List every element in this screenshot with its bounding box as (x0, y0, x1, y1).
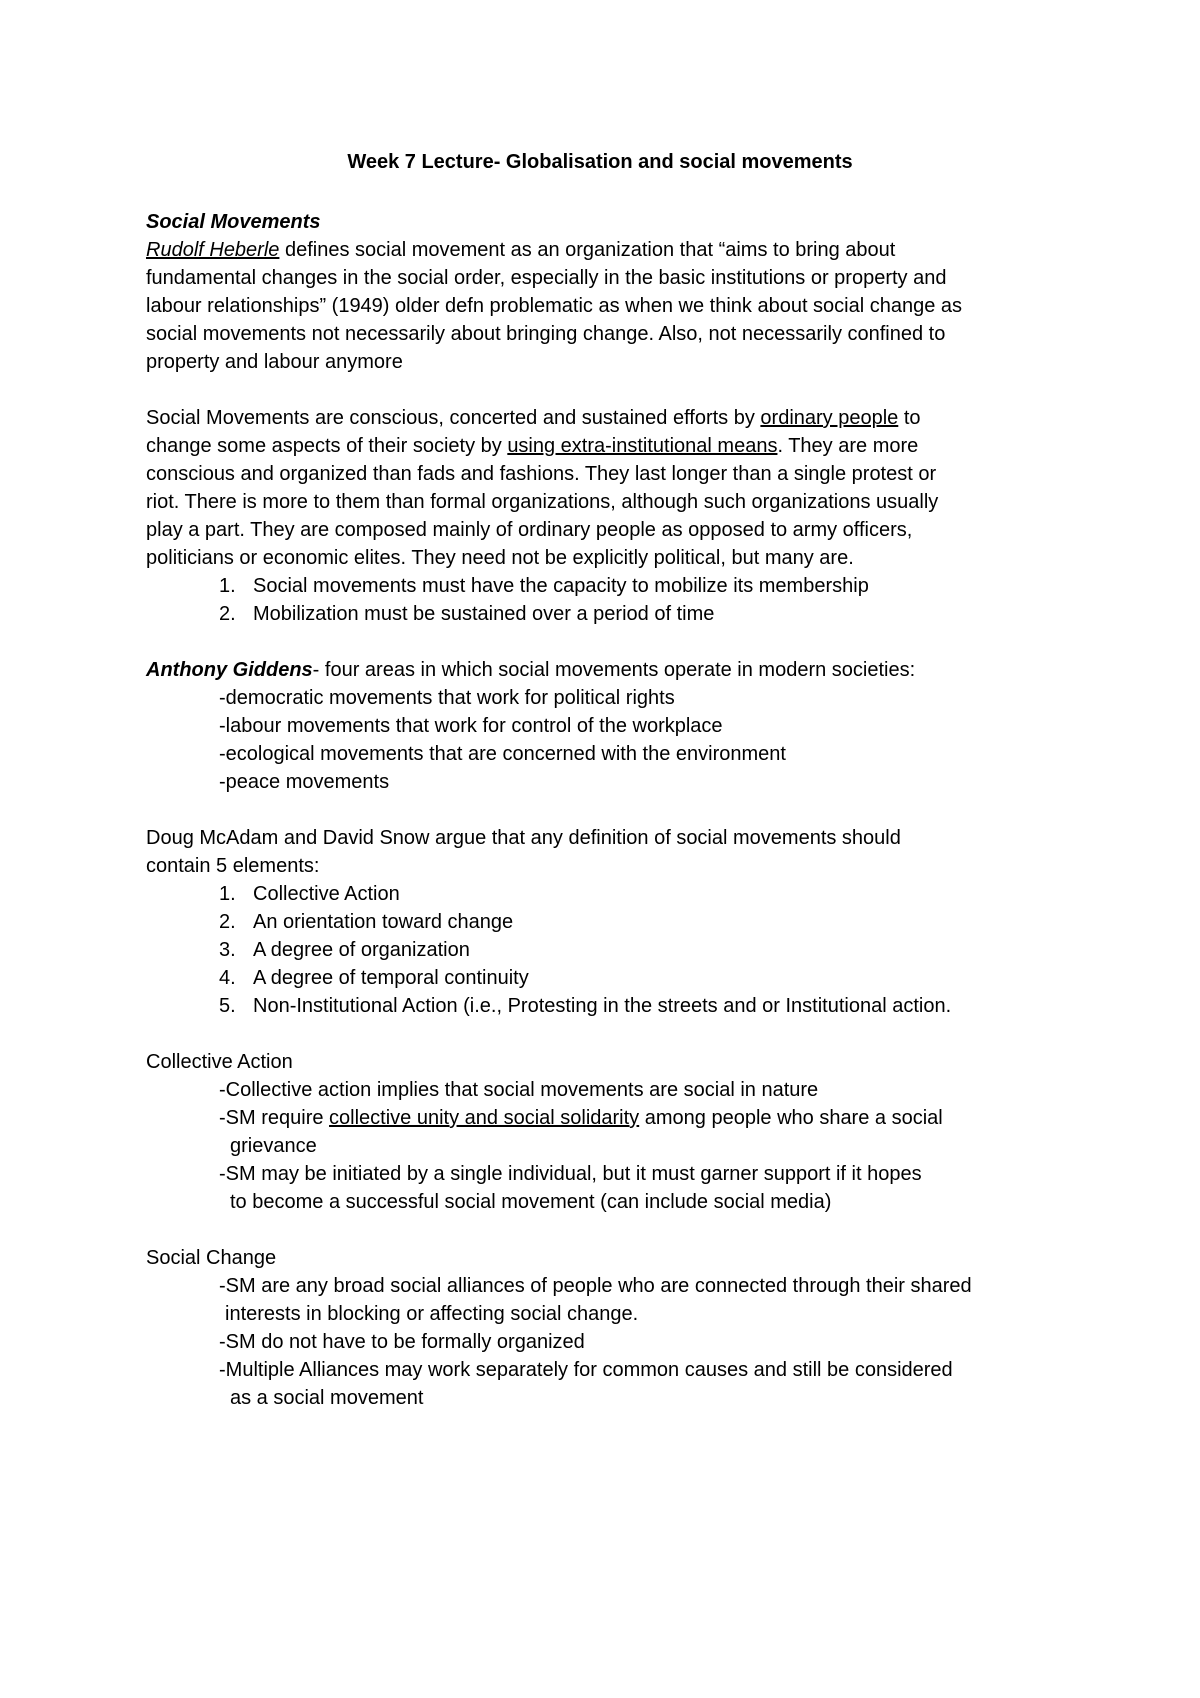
numbered-item (219, 908, 513, 936)
bullet-item (219, 1104, 943, 1132)
list-text: Mobilization must be sustained over a period of time (253, 603, 715, 625)
bullet-continuation: to become a successful social movement (can include social media) (230, 1191, 832, 1213)
list-number: 2. (219, 911, 236, 933)
text-span: change some aspects of their society by (146, 435, 508, 457)
list-text: Collective Action (253, 883, 400, 905)
list-number: 4. (219, 967, 236, 989)
section-heading-social-change: Social Change (146, 1247, 277, 1269)
page-title: Week 7 Lecture- Globalisation and social movements (347, 151, 853, 173)
bullet-item: -SM do not have to be formally organized (219, 1331, 585, 1353)
underlined-text: ordinary people (760, 407, 899, 429)
mcadam-snow-line-2: contain 5 elements: (146, 855, 320, 877)
bullet-item: -SM may be initiated by a single individual, but it must garner support if it hopes (219, 1163, 922, 1185)
numbered-item (219, 992, 951, 1020)
heberle-definition-line-5: property and labour anymore (146, 351, 403, 373)
heberle-definition-line-1 (146, 236, 895, 264)
heberle-definition-line-3: labour relationships” (1949) older defn problematic as when we think about social change as (146, 295, 963, 317)
bullet-continuation: interests in blocking or affecting social change. (225, 1303, 639, 1325)
list-text: Social movements must have the capacity to mobilize its membership (253, 575, 869, 597)
numbered-item (219, 936, 470, 964)
bullet-item: -SM are any broad social alliances of people who are connected through their shared (219, 1275, 972, 1297)
text-span: . They are more (777, 435, 919, 457)
text-span: to (898, 407, 921, 429)
underlined-text: collective unity and social solidarity (329, 1107, 640, 1129)
list-number: 5. (219, 995, 236, 1017)
bullet-item: -labour movements that work for control of the workplace (219, 715, 723, 737)
numbered-item (219, 964, 529, 992)
numbered-item (219, 572, 869, 600)
paragraph-line: play a part. They are composed mainly of ordinary people as opposed to army officers, (146, 519, 913, 541)
section-heading-collective-action: Collective Action (146, 1051, 293, 1073)
list-text: A degree of organization (253, 939, 470, 961)
text-span: - four areas in which social movements operate in modern societies: (312, 659, 916, 681)
text-span: Social Movements are conscious, concerted and sustained efforts by (146, 407, 761, 429)
list-number: 3. (219, 939, 236, 961)
bullet-item: -peace movements (219, 771, 390, 793)
list-text: Non-Institutional Action (i.e., Protesting in the streets and or Institutional action. (253, 995, 952, 1017)
bullet-continuation: as a social movement (230, 1387, 424, 1409)
bullet-item: -Collective action implies that social movements are social in nature (219, 1079, 819, 1101)
list-number: 1. (219, 575, 236, 597)
paragraph-line (146, 432, 918, 460)
list-number: 1. (219, 883, 236, 905)
paragraph-line: politicians or economic elites. They need not be explicitly political, but many are. (146, 547, 854, 569)
list-text: A degree of temporal continuity (253, 967, 529, 989)
paragraph-line (146, 404, 921, 432)
mcadam-snow-line-1: Doug McAdam and David Snow argue that any definition of social movements should (146, 827, 901, 849)
bullet-item: -democratic movements that work for political rights (219, 687, 675, 709)
paragraph-line: conscious and organized than fads and fashions. They last longer than a single protest or (146, 463, 937, 485)
text-span: among people who share a social (639, 1107, 943, 1129)
giddens-intro (146, 656, 915, 684)
author-heberle: Rudolf Heberle (146, 239, 280, 261)
underlined-text: using extra-institutional means (507, 435, 778, 457)
numbered-item (219, 600, 714, 628)
text-span: defines social movement as an organization that “aims to bring about (279, 239, 896, 261)
author-giddens: Anthony Giddens (146, 659, 313, 681)
list-number: 2. (219, 603, 236, 625)
heberle-definition-line-4: social movements not necessarily about bringing change. Also, not necessarily confined to (146, 323, 946, 345)
bullet-item: -Multiple Alliances may work separately for common causes and still be considered (219, 1359, 953, 1381)
paragraph-line: riot. There is more to them than formal organizations, although such organizations usually (146, 491, 939, 513)
list-text: An orientation toward change (253, 911, 514, 933)
heberle-definition-line-2: fundamental changes in the social order, especially in the basic institutions or property and (146, 267, 947, 289)
bullet-item: -ecological movements that are concerned with the environment (219, 743, 786, 765)
text-span: -SM require (219, 1107, 330, 1129)
section-heading-social-movements: Social Movements (146, 211, 321, 233)
bullet-continuation: grievance (230, 1135, 317, 1157)
numbered-item (219, 880, 400, 908)
